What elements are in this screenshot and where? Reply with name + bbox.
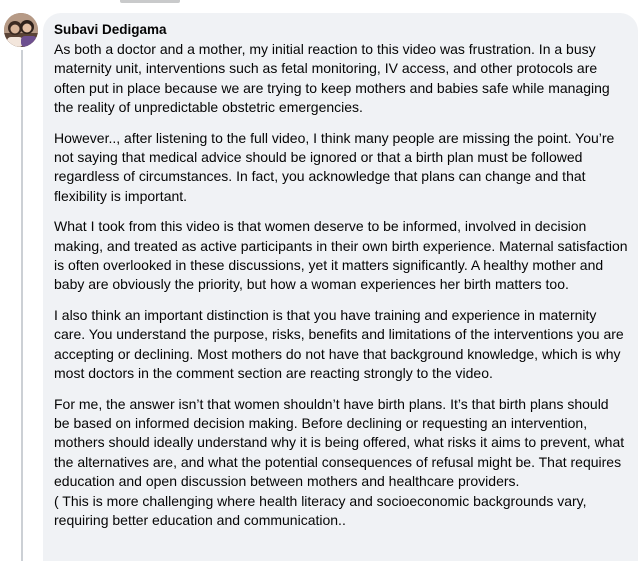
comment-paragraph-4: I also think an important distinction is that you have training and experience in maternity care. You understand the purpose, risks, benefits and limitations of the interventions you are accepting or declining. Most mothers do not have that background knowledge, which is why most doctors in the comment section are reacting strongly to the video.: [54, 306, 624, 382]
comment-author[interactable]: Subavi Dedigama: [54, 22, 167, 37]
comment-paragraph-1: As both a doctor and a mother, my initial reaction to this video was frustration. In a busy maternity unit, interventions such as fetal monitoring, IV access, and other protocols are often put in place because we are trying to keep mothers and babies safe while managing the reality of unpredictable obstetric emergencies.: [54, 41, 610, 116]
comment-paragraph-5: For me, the answer isn’t that women shouldn’t have birth plans. It’s that birth plans should be based on informed decision making. Before declining or requesting an intervention, mothers should ideally understand why it is being offered, what risks it aims to prevent, what the alternatives are, and what the potential consequences of refusal might be. That requires education and open discussion between mothers and healthcare providers.: [54, 395, 625, 490]
avatar[interactable]: [4, 13, 38, 47]
comment-paragraph-3: What I took from this video is that women deserve to be informed, involved in decision making, and treated as active participants in their own birth experience. Maternal satisfaction is often overlooked in these discussions, yet it matters significantly. A healthy mother and baby are obviously the priority, but how a woman experiences her birth matters too.: [54, 218, 628, 293]
cropped-previous-text: [120, 0, 210, 3]
comment-bubble: [43, 13, 638, 561]
comment-paragraph-6: ( This is more challenging where health literacy and socioeconomic backgrounds vary, requiring better education and communication..: [54, 492, 587, 528]
reply-thread-line: [21, 50, 23, 561]
profile-photo-icon: [4, 13, 38, 47]
comment-paragraph-2: However.., after listening to the full video, I think many people are missing the point. You’re not saying that medical advice should be ignored or that a birth plan must be followed regardless of circumstances. In fact, you acknowledge that plans can change and that flexibility is important.: [54, 129, 615, 204]
